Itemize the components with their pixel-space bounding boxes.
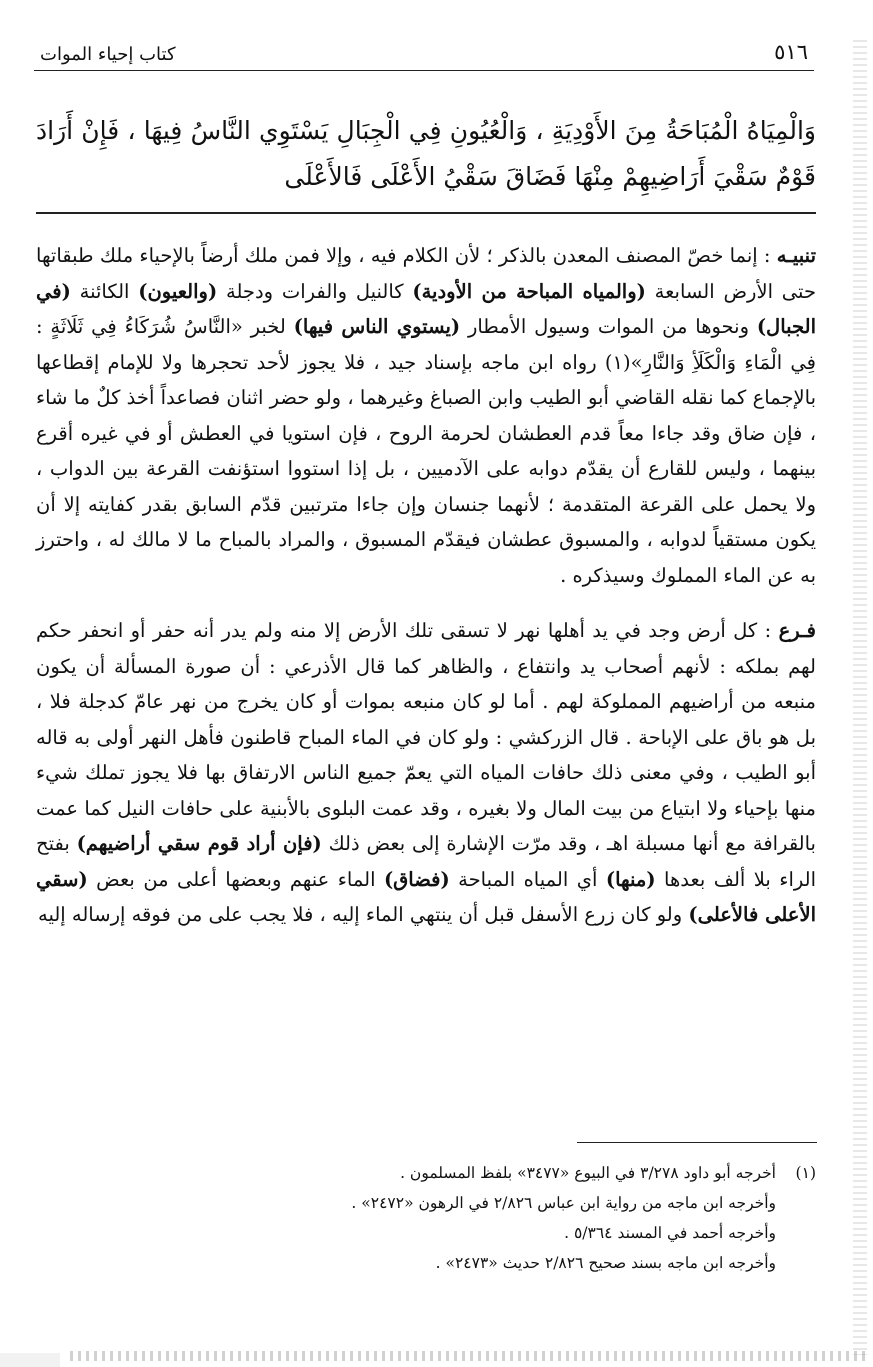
- footnote-divider: [577, 1142, 817, 1143]
- text-run: : إنما خصّ المصنف المعدن بالذكر ؛ لأن الكلام فيه ، وإلا فمن ملك أرضاً بالإحياء ملك طبقاتها حتى الأرض السابعة: [36, 244, 816, 303]
- footnote-number: (١): [795, 1164, 816, 1182]
- quoted-matn: (والمياه المباحة من الأودية): [412, 279, 646, 303]
- text-run: أي المياه المباحة: [449, 867, 606, 891]
- matn-line-2: سَقْيَ أَرَاضِيهِمْ مِنْهَا فَضَاقَ سَقْيُ الأَعْلَى فَالأَعْلَى: [284, 162, 768, 191]
- quoted-matn: (يستوي الناس فيها): [293, 315, 461, 338]
- far-heading: فـرع: [778, 619, 816, 642]
- text-run: الكائنة: [70, 279, 139, 303]
- matn-text: [36, 108, 816, 200]
- footnote-line: وأخرجه ابن ماجه من رواية ابن عباس ٢/٨٢٦ في الرهون «٢٤٧٢» .: [351, 1194, 776, 1212]
- text-run: لخبر «: [230, 315, 294, 338]
- quoted-matn: (والعيون): [138, 279, 218, 303]
- footnote-line: وأخرجه ابن ماجه بسند صحيح ٢/٨٢٦ حديث «٢٤٧٣» .: [435, 1254, 776, 1272]
- footnote-item: [36, 1158, 816, 1188]
- decorative-border-right: [853, 40, 867, 1355]
- running-title: كتاب إحياء الموات: [40, 44, 176, 65]
- text-run: : كل أرض وجد في يد أهلها نهر لا تسقى تلك الأرض إلا منه ولم يدر أنه حفر أو انحفر حكم لهم بملكه : لأنهم أصحاب يد وانتفاع ، والظاهر كما قال الأذرعي : أن صورة المسألة أن يكون منبعه من أراضيهم المملوكة لهم . أما لو كان منبعه بموات أو كان يخرج من نهر عامّ كدجلة فلا ، بل هو باق على الإباحة . قال الزركشي : ولو كان في الماء المباح قاطنون فأهل النهر أولى به قاله أبو الطيب ، وفي معنى ذلك حافات المياه التي يعمّ جميع الناس الارتفاق بها فلا يجوز تملك شيء منها بإحياء ولا ابتياع من بيت المال ولا بغيره ، وقد عمت البلوى بالأبنية على حافات النيل كما عمت بالقرافة مع أنها مسبلة اهـ ، وقد مرّت الإشارة إلى بعض ذلك: [36, 619, 816, 855]
- footnote-line: وأخرجه أحمد في المسند ٥/٣٦٤ .: [564, 1224, 776, 1242]
- quoted-matn: (فإن أراد قوم سقي أراضيهم): [76, 832, 322, 855]
- page-number: ٥١٦: [774, 40, 808, 64]
- footnotes: [36, 1158, 816, 1278]
- text-run: كالنيل والفرات ودجلة: [217, 279, 413, 303]
- paragraph-tanbih: [36, 238, 816, 593]
- text-run: الماء عنهم وبعضها أعلى من بعض: [87, 867, 384, 891]
- commentary-body: [36, 238, 816, 933]
- matn-line-1: وَالْمِيَاهُ الْمُبَاحَةُ مِنَ الأَوْدِيَةِ ، وَالْعُيُونِ فِي الْجِبَالِ يَسْتَوِي النَّاسُ فِيهَا ، فَإِنْ أَرَادَ قَوْمٌ: [36, 116, 816, 191]
- paragraph-far: [36, 613, 816, 933]
- text-run: ولو كان زرع الأسفل قبل أن ينتهي الماء إليه ، فلا يجب على من فوقه إرساله إليه: [38, 903, 689, 926]
- decorative-border-bottom: [70, 1351, 865, 1361]
- quoted-matn: (في الجبال): [36, 279, 816, 338]
- footnote-line: أخرجه أبو داود ٣/٢٧٨ في البيوع «٣٤٧٧» بلفظ المسلمون .: [400, 1164, 776, 1182]
- hadith-quote: النَّاسُ شُرَكَاءُ فِي ثَلَاثَةٍ : فِي الْمَاءِ وَالْكَلَأِ وَالنَّارِ: [36, 315, 816, 374]
- text-run: بفتح الراء بلا ألف بعدها: [36, 832, 816, 891]
- page-header: [34, 38, 814, 71]
- scan-artifact: [0, 1353, 60, 1367]
- text-run: ونحوها من الموات وسيول الأمطار: [460, 315, 757, 338]
- text-run: »(١) رواه ابن ماجه بإسناد جيد ، فلا يجوز لأحد تحجرها ولا للإمام إقطاعها بالإجماع كما نقله القاضي أبو الطيب وابن الصباغ وغيرهما ، ولو حضر اثنان فصاعداً أخذ كلٌ ما شاء ، فإن ضاق وقد جاءا معاً قدم العطشان لحرمة الروح ، فإن استويا في العطش أو في غيره أقرع بينهما ، وليس للقارع أن يقدّم دوابه على الآدميين ، بل إذا استووا استؤنفت القرعة بين الدواب ، ولا يحمل على القرعة المتقدمة ؛ لأنهما جنسان وإن جاءا مترتبين قدّم السابق بقدر كفايته إلا أن يكون مستقياً لدوابه ، والمسبوق عطشان فيقدّم المسبوق ، والمراد بالمباح ما لا مالك له ، واحترز به عن الماء المملوك وسيذكره .: [36, 350, 816, 587]
- quoted-matn: (سقي الأعلى فالأعلى): [36, 867, 816, 926]
- matn-divider: [36, 212, 816, 214]
- quoted-matn: (منها): [605, 867, 656, 891]
- quoted-matn: (فضاق): [383, 867, 450, 891]
- tanbih-heading: تنبيـه: [776, 244, 816, 267]
